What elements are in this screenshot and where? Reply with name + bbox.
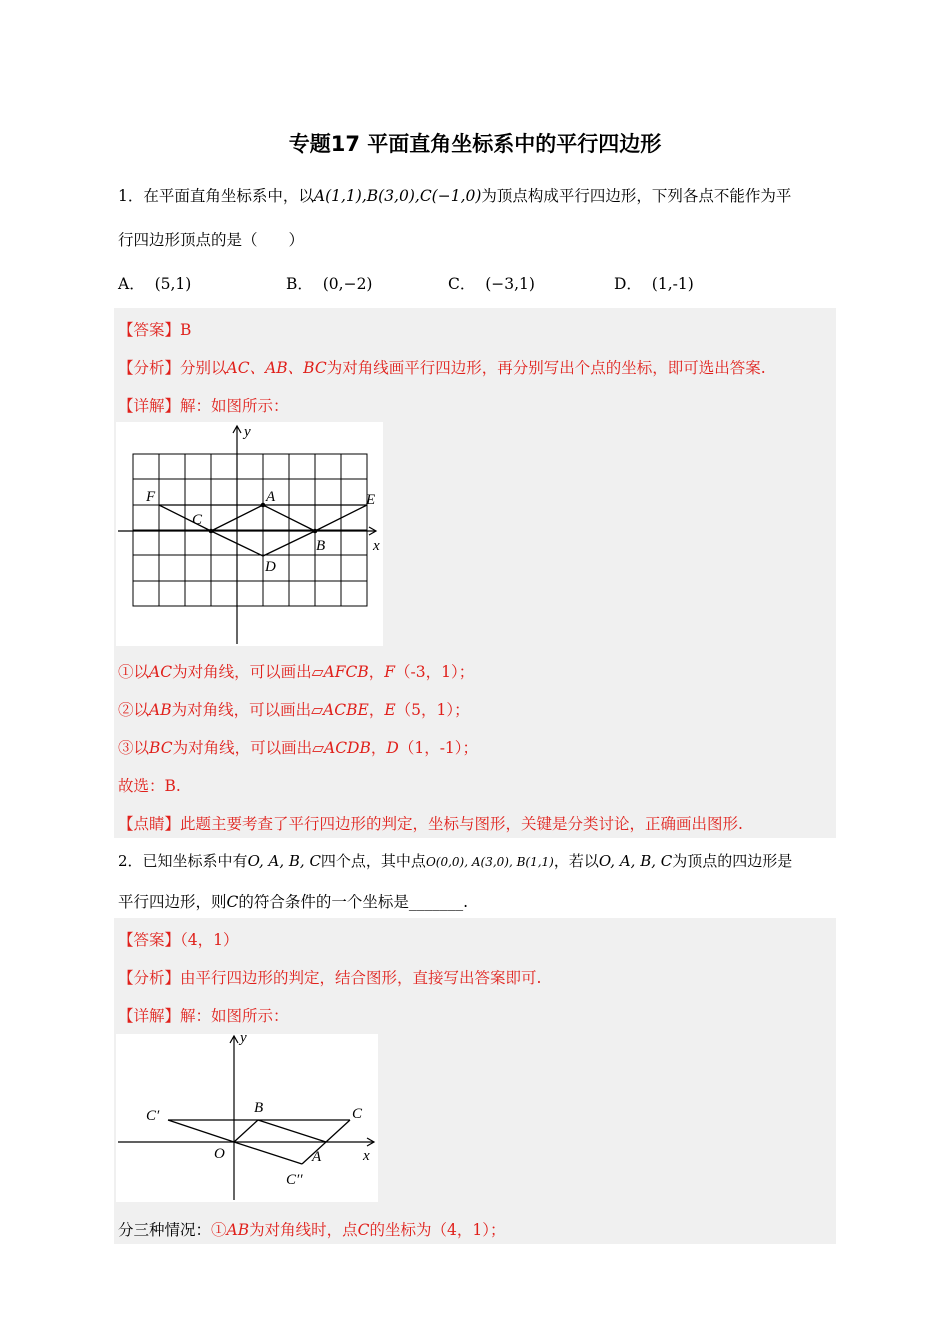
page-title: 专题17 平面直角坐标系中的平行四边形 — [288, 132, 662, 156]
q2-case-1: 分三种情况：①AB为对角线时，点C的坐标为（4，1）； — [118, 1221, 506, 1239]
q1-label-e: E — [366, 492, 376, 508]
q1-line1 — [118, 184, 791, 206]
q2-line2: 平行四边形，则C的符合条件的一个坐标是_______. — [118, 893, 469, 911]
q2-detail: 【详解】解：如图所示： — [118, 1007, 289, 1025]
q1-label-a: A — [266, 489, 276, 505]
q2-label-b: B — [254, 1100, 264, 1116]
q1-point-a — [261, 503, 266, 508]
q1-label-f: F — [146, 489, 156, 505]
q2-label-c: C — [352, 1106, 363, 1122]
q1-line1-pre: 在平面直角坐标系中，以 — [143, 187, 314, 205]
q1-option-c: C． (−3,1) — [448, 275, 535, 293]
q2-label-c-prime: C′ — [146, 1108, 160, 1124]
q2-label-y: y — [240, 1034, 247, 1046]
q1-label-c: C — [192, 512, 203, 528]
q2-label-x: x — [363, 1148, 370, 1164]
q1-case-2: ②以AB为对角线，可以画出▱ACBE，E（5，1）； — [118, 701, 470, 719]
q2-label-c-double-prime: C′′ — [286, 1172, 303, 1188]
q2-line1: 2．已知坐标系中有O, A, B, C四个点，其中点O(0,0), A(3,0), B(1,1)，若以O, A, B, C为顶点的四边形是 — [118, 852, 793, 870]
q2-graph — [116, 1034, 378, 1202]
q1-line2: 行四边形顶点的是（ ） — [118, 231, 305, 249]
q2-answer-blank: _______ — [408, 893, 464, 911]
q1-detail: 【详解】解：如图所示： — [118, 397, 289, 415]
q1-points: A(1,1),B(3,0),C(−1,0) — [313, 187, 482, 205]
q1-answer: 【答案】B — [118, 321, 192, 339]
q1-comment: 【点睛】此题主要考查了平行四边形的判定，坐标与图形，关键是分类讨论，正确画出图形. — [118, 815, 743, 833]
q2-label-o: O — [214, 1146, 225, 1162]
q1-point-b — [313, 529, 318, 534]
q1-label-d: D — [265, 559, 276, 575]
q1-case-3: ③以BC为对角线，可以画出▱ACDB，D（1，-1）； — [118, 739, 479, 757]
q1-label-x: x — [373, 538, 380, 554]
q1-line1-post: 为顶点构成平行四边形，下列各点不能作为平 — [481, 187, 792, 205]
q1-case-1: ①以AC为对角线，可以画出▱AFCB，F（-3，1）； — [118, 663, 475, 681]
q2-analysis: 【分析】由平行四边形的判定，结合图形，直接写出答案即可. — [118, 969, 542, 987]
q1-point-c — [209, 529, 214, 534]
q1-option-d: D． (1,-1) — [614, 275, 694, 293]
q1-graph — [116, 422, 383, 646]
q1-analysis: 【分析】分别以AC、AB、BC为对角线画平行四边形，再分别写出个点的坐标，即可选出答案. — [118, 359, 766, 377]
q1-grid — [133, 454, 367, 606]
q1-option-a: A． (5,1) — [118, 275, 192, 293]
q2-answer: 【答案】（4，1） — [118, 931, 239, 949]
q1-label-y: y — [244, 424, 251, 440]
q2-label-a: A — [312, 1149, 322, 1165]
q1-choose: 故选：B. — [118, 777, 181, 795]
q1-label-b: B — [316, 538, 326, 554]
q1-number: 1． — [118, 187, 144, 205]
q1-option-b: B． (0,−2) — [286, 275, 373, 293]
